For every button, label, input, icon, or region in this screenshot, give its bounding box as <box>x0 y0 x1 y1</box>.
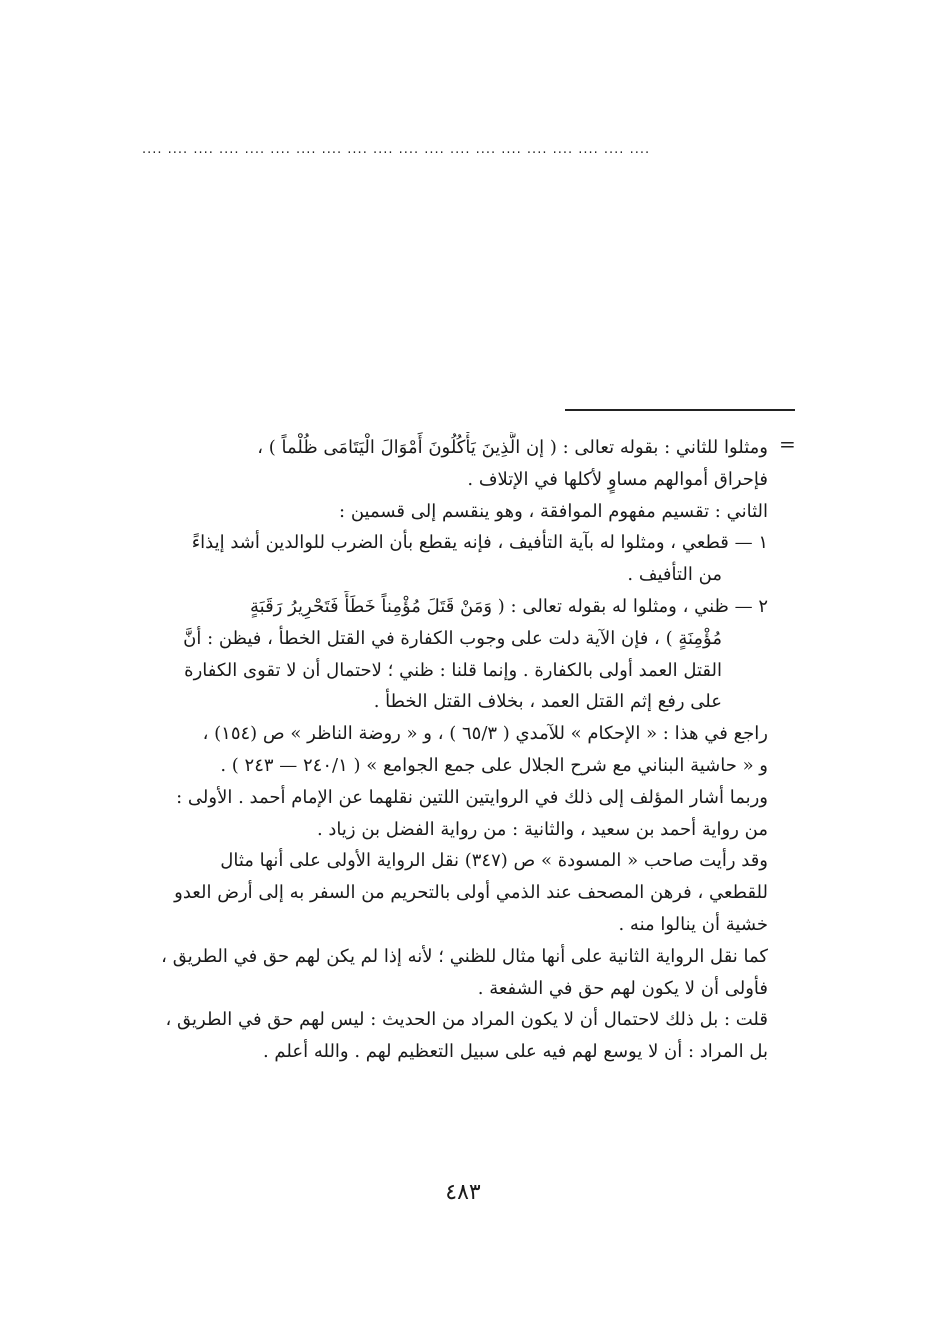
footnote-line: وربما أشار المؤلف إلى ذلك في الروايتين اللتين نقلهما عن الإمام أحمد . الأولى : <box>176 786 768 808</box>
footnote-line: على رفع إثم القتل العمد ، بخلاف القتل الخطأ . <box>373 691 722 713</box>
footnote-line: الثاني : تقسيم مفهوم الموافقة ، وهو ينقسم إلى قسمين : <box>339 500 768 522</box>
separator-dots: .... .... .... .... .... .... .... .... .... .... .... .... .... .... .... .... .... .... .... .... <box>142 142 651 157</box>
footnote-line: كما نقل الرواية الثانية على أنها مثال للظني ؛ لأنه إذا لم يكن لهم حق في الطريق ، <box>161 945 768 967</box>
page-number: ٤٨٣ <box>445 1180 481 1205</box>
footnote-line: من رواية أحمد بن سعيد ، والثانية : من رواية الفضل بن زياد . <box>316 818 768 840</box>
footnote-line: فأولى أن لا يكون لهم حق في الشفعة . <box>477 977 768 999</box>
footnote-line: قلت : بل ذلك لاحتمال أن لا يكون المراد من الحديث : ليس لهم حق في الطريق ، <box>165 1009 768 1031</box>
footnote-line: القتل العمد أولى بالكفارة . وإنما قلنا : ظني ؛ لاحتمال أن لا تقوى الكفارة <box>184 659 722 681</box>
footnote-body <box>140 432 768 1068</box>
footnote-line: مُؤْمِنَةٍ ) ، فإن الآية دلت على وجوب الكفارة في القتل الخطأ ، فيظن : أنَّ <box>183 627 722 649</box>
footnote-line: راجع في هذا : « الإحكام » للآمدي ( ٦٥/٣ ) ، و « روضة الناظر » ص (١٥٤) ، <box>202 723 768 745</box>
footnote-line: ٢ — ظني ، ومثلوا له بقوله تعالى : ( وَمَنْ قَتَلَ مُؤْمِناً خَطَأً فَتَحْرِيرُ رَقَبَةٍ <box>249 595 768 617</box>
footnote-line: وقد رأيت صاحب « المسودة » ص (٣٤٧) نقل الرواية الأولى على أنها مثال <box>220 850 768 872</box>
footnote-rule <box>565 409 795 411</box>
footnote-line: من التأفيف . <box>627 564 722 586</box>
footnote-line: ومثلوا للثاني : بقوله تعالى : ( إن الَّذِينَ يَأْكُلُونَ أَمْوَالَ الْيَتَامَى ظُلْماً ) ، <box>257 437 768 458</box>
footnote-line: ١ — قطعي ، ومثلوا له بآية التأفيف ، فإنه يقطع بأن الضرب للوالدين أشد إيذاءً <box>191 532 768 554</box>
footnote-line: و « حاشية البناني مع شرح الجلال على جمع الجوامع » ( ٢٤٠/١ — ٢٤٣ ) . <box>220 754 768 776</box>
footnote-continuation-marker: = <box>779 432 796 456</box>
footnote-line: بل المراد : أن لا يوسع لهم فيه على سبيل التعظيم لهم . والله أعلم . <box>262 1041 768 1063</box>
footnote-line: فإحراق أموالهم مساوٍ لأكلها في الإتلاف . <box>467 468 768 490</box>
footnote-line: خشية أن ينالوا منه . <box>618 913 768 935</box>
footnote-line: للقطعي ، فرهن المصحف عند الذمي أولى بالتحريم من السفر به إلى أرض العدو <box>174 882 768 904</box>
